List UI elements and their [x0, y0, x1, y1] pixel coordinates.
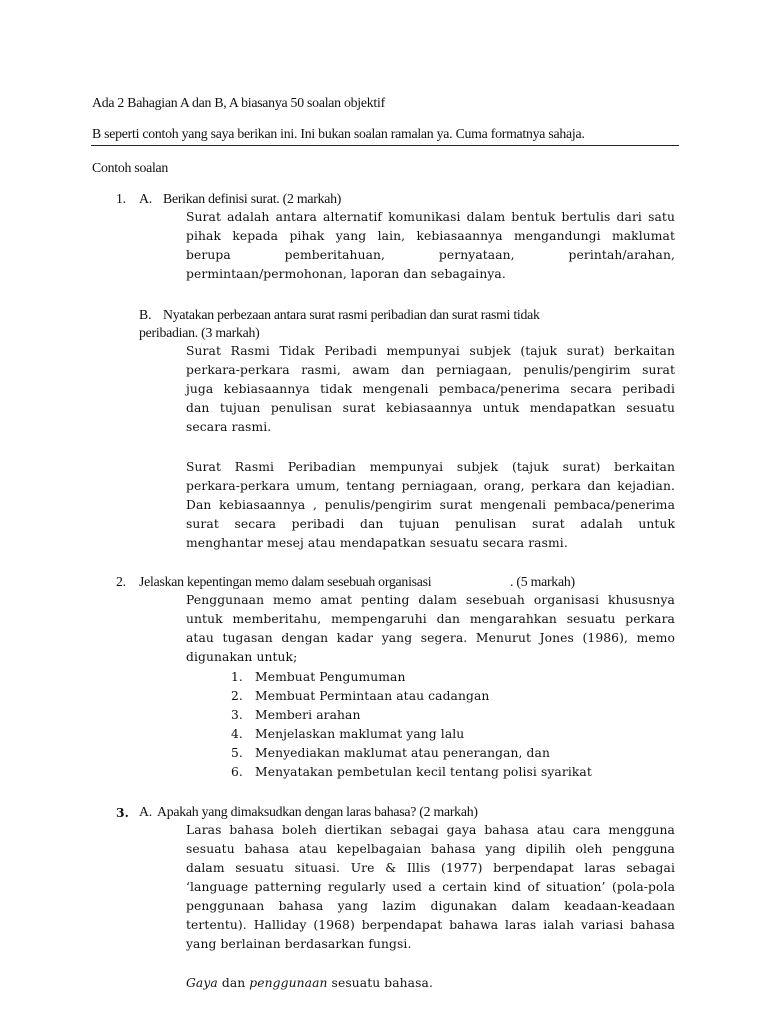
answer-line: yang berlainan berdasarkan fungsi. — [186, 937, 412, 951]
q2-question-part-2: . (5 markah) — [510, 574, 575, 589]
list-item — [231, 763, 592, 782]
answer-line: tertentu). Halliday (1968) berpendapat bahawa laras ialah variasi bahasa — [186, 918, 675, 932]
answer-line: juga kebiasaannya tidak mengenali pembaca/penerima secara peribadi — [186, 382, 675, 396]
list-item — [231, 725, 592, 744]
answer-line: Surat Rasmi Tidak Peribadi mempunyai subjek (tajuk surat) berkaitan — [186, 344, 675, 358]
q1-b-question-line-1: Nyatakan perbezaan antara surat rasmi peribadian dan surat rasmi tidak — [163, 307, 540, 322]
term-penggunaan: penggunaan — [249, 976, 328, 990]
answer-line: penggunaan bahasa yang lazim digunakan dalam keadaan-keadaan — [186, 899, 675, 913]
list-item-text: Menjelaskan maklumat yang lalu — [255, 727, 465, 741]
list-item — [231, 668, 592, 687]
answer-line: Laras bahasa boleh diertikan sebagai gaya bahasa atau cara mengguna — [186, 823, 675, 837]
q3-a-question: Apakah yang dimaksudkan dengan laras bahasa? (2 markah) — [157, 804, 478, 819]
answer-line: Penggunaan memo amat penting dalam sesebuah organisasi khususnya — [186, 593, 675, 607]
q1-a-answer — [186, 208, 675, 284]
answer-line: Surat Rasmi Peribadian mempunyai subjek (tajuk surat) berkaitan — [186, 460, 675, 474]
q1-a-question: Berikan definisi surat. (2 markah) — [163, 191, 342, 206]
q1-b-question-line-2: peribadian. (3 markah) — [139, 325, 260, 340]
answer-line: perkara-perkara umum, tentang perniagaan, orang, perkara dan kejadian. — [186, 479, 675, 493]
list-item-number: 5. — [231, 746, 243, 760]
term-gaya: Gaya — [186, 976, 218, 990]
list-item-number: 1. — [231, 670, 243, 684]
list-item-text: Membuat Permintaan atau cadangan — [255, 689, 490, 703]
q3-a-label: A. — [139, 804, 152, 819]
answer-line: Surat adalah antara alternatif komunikasi dalam bentuk bertulis dari satu — [186, 210, 675, 224]
list-item-text: Menyatakan pembetulan kecil tentang polisi syarikat — [255, 765, 592, 779]
q1-b-answer-paragraph-1 — [186, 342, 675, 437]
q3-answer — [186, 821, 675, 954]
list-item — [231, 706, 592, 725]
q1-number: 1. — [116, 191, 126, 206]
q3-number: 3. — [116, 805, 130, 820]
answer-line: pihak kepada pihak yang lain, kebiasaannya mengandungi maklumat — [186, 229, 675, 243]
answer-line: atau tugasan dengan kadar yang segera. Menurut Jones (1986), memo — [186, 631, 675, 645]
answer-line: dan tujuan penulisan surat kebiasaannya untuk mendapatkan sesuatu — [186, 401, 675, 415]
list-item — [231, 687, 592, 706]
answer-line: untuk memberitahu, mempengaruhi dan mengarahkan sesuatu perkara — [186, 612, 675, 626]
answer-line: sesuatu bahasa atau kepelbagaian bahasa yang dipilih oleh pengguna — [186, 842, 675, 856]
memo-uses-list — [231, 668, 592, 782]
list-item-number: 3. — [231, 708, 243, 722]
list-item-number: 4. — [231, 727, 243, 741]
closing-rest: sesuatu bahasa. — [327, 976, 433, 990]
q2-number: 2. — [116, 574, 126, 589]
list-item — [231, 744, 592, 763]
answer-line: ‘language patterning regularly used a certain kind of situation’ (pola-pola — [186, 880, 675, 894]
answer-line: surat secara peribadi dan tujuan penulisan surat adalah untuk — [186, 517, 675, 531]
q2-question-part-1: Jelaskan kepentingan memo dalam sesebuah organisasi — [139, 574, 432, 589]
horizontal-rule — [91, 145, 679, 146]
intro-line-1: Ada 2 Bahagian A dan B, A biasanya 50 soalan objektif — [92, 95, 385, 110]
q3-closing-line — [186, 974, 433, 993]
q1-b-label: B. — [139, 307, 152, 322]
q1-a-label: A. — [139, 191, 152, 206]
answer-line: Dan kebiasaannya , penulis/pengirim surat mengenali pembaca/penerima — [186, 498, 675, 512]
list-item-text: Memberi arahan — [255, 708, 361, 722]
answer-line: menghantar mesej atau mendapatkan sesuatu secara rasmi. — [186, 536, 568, 550]
list-item-text: Menyediakan maklumat atau penerangan, dan — [255, 746, 550, 760]
list-item-text: Membuat Pengumuman — [255, 670, 406, 684]
answer-line: secara rasmi. — [186, 420, 272, 434]
section-heading: Contoh soalan — [92, 160, 169, 175]
closing-connector: dan — [217, 976, 250, 990]
answer-line: permintaan/permohonan, laporan dan sebagainya. — [186, 267, 506, 281]
list-item-number: 2. — [231, 689, 243, 703]
answer-line: digunakan untuk; — [186, 650, 298, 664]
answer-line: berupa pemberitahuan, pernyataan, perintah/arahan, — [186, 248, 675, 262]
q2-answer — [186, 591, 675, 667]
list-item-number: 6. — [231, 765, 243, 779]
q1-b-answer-paragraph-2 — [186, 458, 675, 553]
answer-line: perkara-perkara rasmi, awam dan perniagaan, penulis/pengirim surat — [186, 363, 675, 377]
answer-line: dalam sesuatu situasi. Ure & Illis (1977) berpendapat laras sebagai — [186, 861, 675, 875]
intro-line-2: B seperti contoh yang saya berikan ini. Ini bukan soalan ramalan ya. Cuma formatnya sahaja. — [92, 126, 585, 141]
